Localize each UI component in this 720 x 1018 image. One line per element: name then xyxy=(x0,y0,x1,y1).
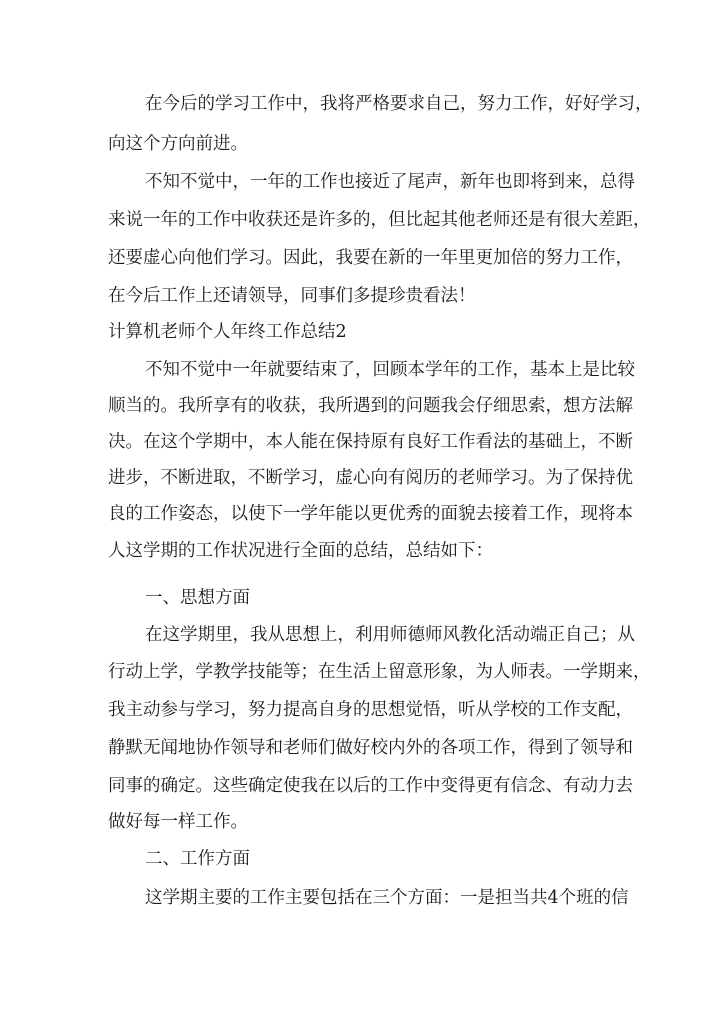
paragraph-line: 不知不觉中一年就要结束了，回顾本学年的工作，基本上是比较 xyxy=(145,360,635,380)
paragraph-line: 行动上学，学教学技能等；在生活上留意形象，为人师表。一学期来， xyxy=(108,662,651,682)
paragraph-line: 我主动参与学习，努力提高自身的思想觉悟，听从学校的工作支配， xyxy=(108,700,633,720)
paragraph-line: 静默无闻地协作领导和老师们做好校内外的各项工作，得到了领导和 xyxy=(108,738,633,758)
section-heading: 二、工作方面 xyxy=(145,849,250,869)
paragraph-line: 同事的确定。这些确定使我在以后的工作中变得更有信念、有动力去 xyxy=(108,776,633,796)
paragraph-line: 在今后工作上还请领导，同事们多提珍贵看法！ xyxy=(108,286,476,306)
paragraph-line: 向这个方向前进。 xyxy=(108,134,248,154)
paragraph-line: 这学期主要的工作主要包括在三个方面：一是担当共4个班的信 xyxy=(145,888,629,908)
paragraph-line: 进步，不断进取，不断学习，虚心向有阅历的老师学习。为了保持优 xyxy=(108,468,633,488)
paragraph-line: 不知不觉中，一年的工作也接近了尾声，新年也即将到来，总得 xyxy=(145,172,635,192)
paragraph-line: 做好每一样工作。 xyxy=(108,812,248,832)
paragraph-line: 还要虚心向他们学习。因此，我要在新的一年里更加倍的努力工作， xyxy=(108,248,633,268)
paragraph-line: 来说一年的工作中收获还是许多的，但比起其他老师还是有很大差距， xyxy=(108,210,651,230)
section-title: 计算机老师个人年终工作总结2 xyxy=(108,322,347,342)
paragraph-line: 良的工作姿态，以使下一学年能以更优秀的面貌去接着工作，现将本 xyxy=(108,504,633,524)
paragraph-line: 决。在这个学期中，本人能在保持原有良好工作看法的基础上，不断 xyxy=(108,432,633,452)
paragraph-line: 顺当的。我所享有的收获，我所遇到的问题我会仔细思索，想方法解 xyxy=(108,396,633,416)
paragraph-line: 在今后的学习工作中，我将严格要求自己，努力工作，好好学习， xyxy=(145,94,653,114)
paragraph-line: 在这学期里，我从思想上，利用师德师风教化活动端正自己；从 xyxy=(145,625,635,645)
section-heading: 一、思想方面 xyxy=(145,588,250,608)
paragraph-line: 人这学期的工作状况进行全面的总结，总结如下： xyxy=(108,541,493,561)
